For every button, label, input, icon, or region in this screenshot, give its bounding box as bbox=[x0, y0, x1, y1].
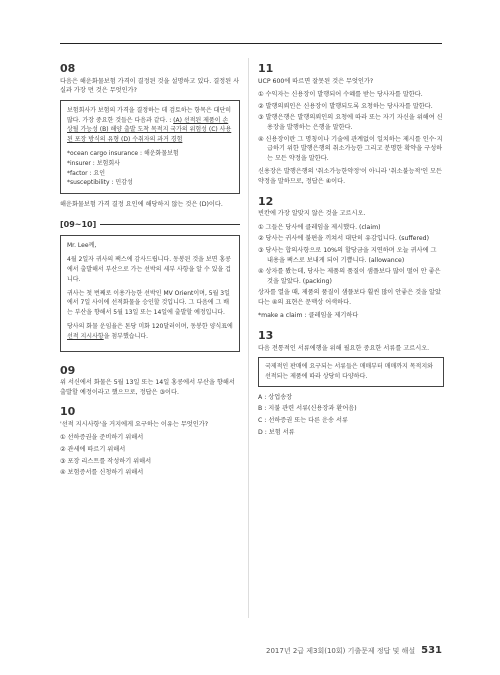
glossary-item: *ocean cargo insurance : 해운화물보험 bbox=[67, 149, 179, 157]
option-item: ① 수익자는 신용장이 발행되어 수혜를 받는 당사자를 말한다. bbox=[258, 91, 423, 99]
question-12-text: 빈칸에 가장 알맞지 않은 것을 고르시오. bbox=[258, 210, 366, 218]
option-item: A : 상업송장 bbox=[258, 393, 293, 401]
option-item: D : 보험 서류 bbox=[258, 428, 295, 436]
passage-08-item-a: (A) 선적된 제품이 손상될 가능성 bbox=[67, 116, 229, 134]
glossary-item: *factor : 요인 bbox=[67, 169, 106, 177]
section-rule bbox=[100, 224, 240, 225]
top-rule bbox=[60, 43, 442, 44]
page-footer bbox=[266, 645, 442, 656]
left-column bbox=[60, 62, 240, 480]
option-item: ③ 당사는 합의사항으로 10%의 할당금을 지연하며 오늘 귀사에 그 내용을 팩스로 보내게 되어 기쁩니다. (allowance) bbox=[258, 246, 437, 264]
glossary-item: *susceptibility : 민감성 bbox=[67, 179, 133, 187]
option-item: C : 선하증권 또는 다른 운송 서류 bbox=[258, 417, 348, 425]
column-divider bbox=[248, 58, 249, 618]
right-column bbox=[258, 62, 444, 439]
explanation-12: 상자를 열을 때, 제품의 품질이 샘플보다 훨씬 많이 안좋은 것을 알았다는 ④의 표현은 문맥상 어색하다. bbox=[258, 289, 442, 306]
option-item: ② 당사는 귀사에 불편을 끼쳐서 대단히 유감입니다. (suffered) bbox=[258, 235, 430, 243]
option-item: ④ 상자를 봤는데, 당사는 제품의 품질이 샘플보다 많이 떨어 안 좋은 것을 알았다. (packing) bbox=[258, 268, 441, 285]
explanation-08: 해운화물보험 가격 결정 요인에 해당하지 않는 것은 (D)이다. bbox=[60, 201, 223, 209]
question-number-13: 13 bbox=[258, 329, 274, 343]
question-number-09: 09 bbox=[60, 363, 76, 377]
passage-08-intro: 보험회사가 보험의 가격을 결정하는 데 검토하는 항목은 대단히 많다. 가장 중요한 것들은 다음과 같다. : bbox=[67, 106, 232, 124]
footer-text: 2017년 2급 제3회(10회) 기출문제 정답 및 해설 bbox=[266, 647, 416, 655]
glossary-12: *make a claim : 클레임을 제기하다 bbox=[258, 312, 359, 320]
option-item: B : 지불 관련 서류(신용장과 환어음) bbox=[258, 405, 357, 413]
section-header-09-10 bbox=[60, 220, 240, 230]
question-number-12: 12 bbox=[258, 194, 274, 208]
letter-p3-end: 을 첨부했습니다. bbox=[103, 332, 149, 340]
question-13-text: 다음 전통적인 서류에행을 위해 필요한 중요한 서류를 고르시오. bbox=[258, 344, 430, 352]
explanation-11: 신용장은 발행은행의 '취소가능한약정'이 아니라 '취소불능적'인 모든 약정을 말하므로, 정답은 ④이다. bbox=[258, 168, 442, 185]
question-number-08: 08 bbox=[60, 62, 76, 75]
letter-p3-underlined: 선적 지시사항 bbox=[67, 332, 104, 340]
option-item: ① 그들은 당사에 클레임을 제시했다. (claim) bbox=[258, 223, 381, 231]
option-item: ② 관세에 따르기 위해서 bbox=[60, 446, 126, 454]
passage-08-text bbox=[67, 106, 233, 145]
question-10-text: '선적 지시사항'을 거지에게 요구하는 이유는 무엇인가? bbox=[60, 420, 209, 428]
letter-paragraph-1: 4월 2일자 귀사의 팩스에 감사드립니다. 동봉된 것을 보면 홍콩에서 출발해서 부산으로 가는 선박의 세부 사항을 알 수 있을 겁니다. bbox=[67, 256, 231, 283]
passage-08-item-bcd: (B) 해양 출발 도착 목적지 국가의 위험성 (C) 사용된 포장 방식의 유형 (D) 수취자의 과거 경험 bbox=[67, 126, 232, 144]
glossary-item: *insurer : 보험회사 bbox=[67, 159, 120, 167]
passage-box-08 bbox=[60, 100, 240, 194]
section-label: [09~10] bbox=[60, 219, 97, 229]
option-item: ② 발행의뢰인은 신용장이 발행되도록 요청하는 당사자를 말한다. bbox=[258, 102, 433, 110]
letter-greeting: Mr. Lee께, bbox=[67, 242, 97, 250]
option-item: ③ 발행은행은 발행의뢰인의 요청에 따라 또는 자기 자신을 위해여 신용장을 발행하는 은행을 말한다. bbox=[258, 114, 443, 131]
option-item: ① 선하증권을 준비하기 위해서 bbox=[60, 434, 144, 442]
letter-p3-start: 당사의 화물 운임율은 톤당 미화 120달러이며, 동봉한 양식표에 bbox=[67, 322, 233, 330]
letter-paragraph-3 bbox=[67, 322, 233, 342]
question-number-10: 10 bbox=[60, 405, 76, 419]
passage-box-13: 국제적인 판매에 요구되는 서류들은 매매부터 매매까지 목적지와 선적되는 제품에 따라 상당히 다양하다. bbox=[258, 357, 444, 387]
option-item: ④ 신용장이란 그 명칭이나 기술에 관계없이 일치하는 제시를 인수·지급하기 위한 발행은행의 취소가능한 그리고 분명한 확약을 구성하는 모든 약정을 말한다. bbox=[258, 135, 443, 162]
question-08-text: 다음은 해운화물보험 가격이 결정된 것을 설명하고 있다. 결정된 사실과 가장 먼 것은 무엇인가? bbox=[60, 77, 240, 95]
letter-box bbox=[60, 235, 240, 351]
explanation-09: 위 서신에서 화물은 5월 13일 또는 14일 홍콩에서 부산을 향해서 출발할 예정이라고 했으므로, 정답은 ③이다. bbox=[60, 379, 235, 396]
question-11-text: UCP 600에 따르면 잘못된 것은 무엇인가? bbox=[258, 77, 374, 85]
option-item: ④ 보험증서를 신청하기 위해서 bbox=[60, 469, 144, 477]
option-item: ③ 포장 리스트를 작성하기 위해서 bbox=[60, 457, 152, 465]
letter-paragraph-2: 귀사는 첫 번째로 이용가능한 선박인 MV Orient이며, 5월 3일에서 7일 사이에 선적화물을 승인할 것입니다. 그 다음에 그 배는 부산을 향해서 5월 13일 또는 14일에 출발할 예정입니다. bbox=[67, 289, 230, 317]
question-number-11: 11 bbox=[258, 62, 274, 75]
page-number: 531 bbox=[421, 645, 442, 656]
